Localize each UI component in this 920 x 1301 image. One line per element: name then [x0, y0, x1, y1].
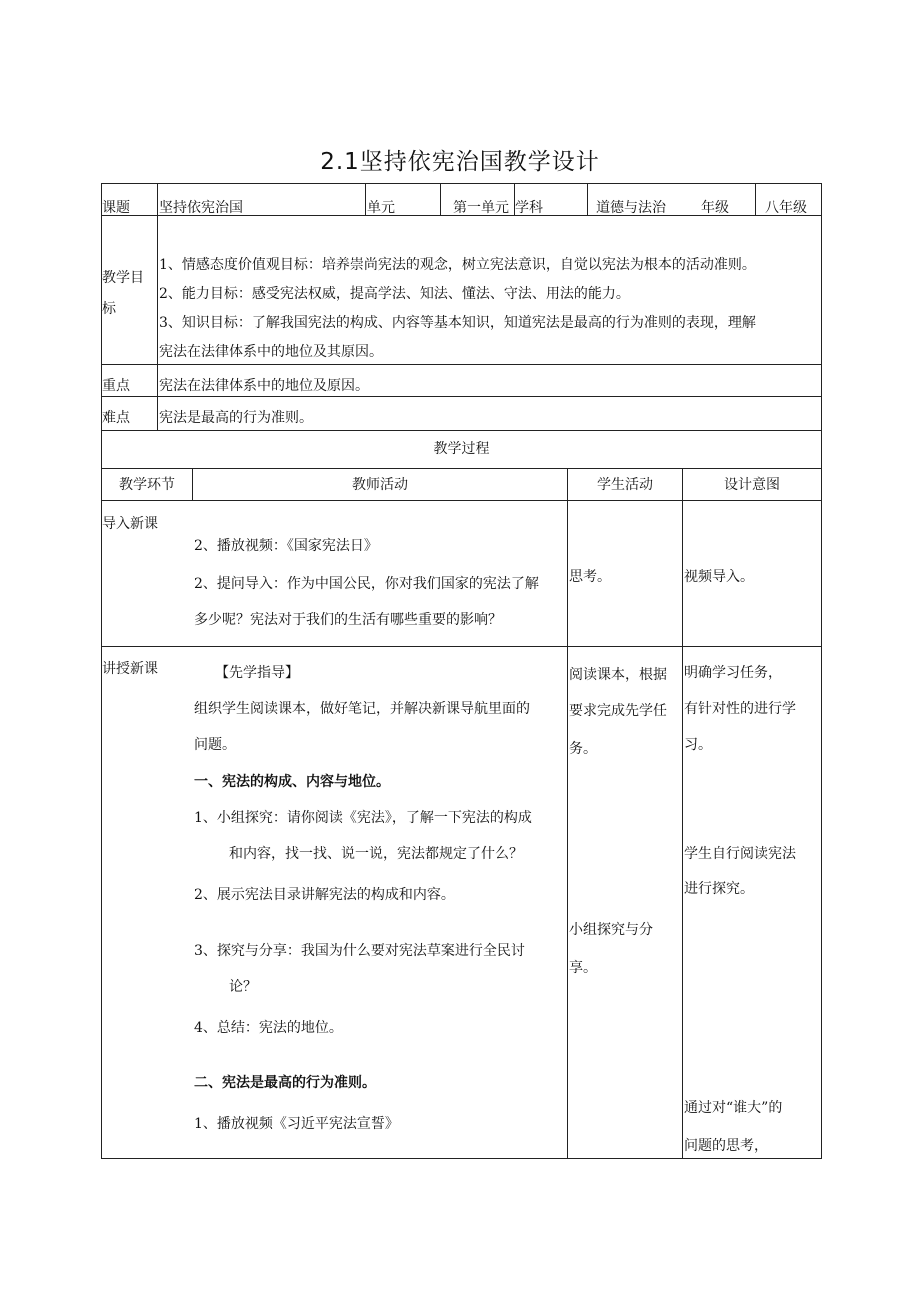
stage-label: 导入新课	[102, 516, 158, 532]
process-title: 教学过程	[433, 441, 490, 457]
section-heading: 一、宪法的构成、内容与地位。	[194, 774, 390, 790]
design-intent: 有针对性的进行学	[684, 701, 796, 717]
row-border	[102, 183, 821, 184]
objective-line: 3、知识目标：了解我国宪法的构成、内容等基本知识，知道宪法是最高的行为准则的表现，理解	[159, 315, 756, 331]
row-border	[102, 646, 821, 647]
teacher-activity: 论？	[229, 979, 257, 995]
subject-value: 道德与法治	[596, 200, 666, 216]
row-border	[102, 500, 821, 501]
course-value: 坚持依宪治国	[159, 200, 243, 216]
key-point-label: 重点	[102, 378, 130, 394]
col-border	[587, 183, 588, 215]
teacher-activity: 1、小组探究：请你阅读《宪法》，了解一下宪法的构成	[194, 810, 532, 826]
objective-line: 1、情感态度价值观目标：培养崇尚宪法的观念，树立宪法意识，自觉以宪法为根本的活动准则。	[159, 257, 756, 273]
teacher-activity: 多少呢？宪法对于我们的生活有哪些重要的影响？	[194, 612, 502, 628]
column-header: 设计意图	[724, 477, 780, 493]
difficulty-label: 难点	[102, 410, 130, 426]
teacher-activity: 问题。	[194, 737, 236, 753]
student-activity: 思考。	[569, 569, 611, 585]
objectives-label: 教学目	[102, 270, 144, 286]
column-header: 学生活动	[597, 477, 653, 493]
row-border	[102, 364, 821, 365]
teacher-activity: 和内容，找一找、说一说，宪法都规定了什么？	[229, 846, 523, 862]
design-intent: 视频导入。	[684, 569, 754, 585]
row-border	[102, 468, 821, 469]
stage-label: 讲授新课	[102, 661, 158, 677]
teacher-activity: 2、提问导入：作为中国公民，你对我们国家的宪法了解	[194, 576, 539, 592]
design-intent: 学生自行阅读宪法	[684, 846, 796, 862]
col-border	[157, 183, 158, 430]
student-activity: 务。	[569, 741, 597, 757]
teacher-activity: 组织学生阅读课本，做好笔记，并解决新课导航里面的	[194, 701, 530, 717]
unit-label: 单元	[367, 200, 395, 216]
objectives-label-cont: 标	[102, 301, 116, 317]
column-header: 教师活动	[352, 477, 408, 493]
teacher-activity: 【先学指导】	[215, 665, 299, 681]
lesson-plan-table	[101, 183, 822, 1159]
design-intent: 问题的思考，	[684, 1138, 768, 1154]
column-header: 教学环节	[119, 477, 175, 493]
col-border	[365, 183, 366, 215]
student-activity: 小组探究与分	[569, 922, 653, 938]
key-point-value: 宪法在法律体系中的地位及原因。	[159, 378, 369, 394]
row-border	[102, 430, 821, 431]
grade-label: 年级	[701, 200, 729, 216]
row-border	[102, 396, 821, 397]
design-intent: 明确学习任务，	[684, 665, 782, 681]
page-title: 2.1坚持依宪治国教学设计	[320, 149, 600, 175]
teacher-activity: 1、播放视频《习近平宪法宣誓》	[194, 1116, 399, 1132]
student-activity: 阅读课本，根据	[569, 667, 667, 683]
col-border	[440, 183, 441, 215]
col-border	[567, 468, 568, 1158]
design-intent: 进行探究。	[684, 881, 754, 897]
course-label: 课题	[102, 200, 130, 216]
difficulty-value: 宪法是最高的行为准则。	[159, 410, 313, 426]
design-intent: 通过对“谁大”的	[684, 1100, 783, 1116]
teacher-activity: 2、播放视频：《国家宪法日》	[194, 538, 378, 554]
teacher-activity: 4、总结：宪法的地位。	[194, 1020, 343, 1036]
col-border	[682, 468, 683, 1158]
student-activity: 享。	[569, 960, 597, 976]
section-heading: 二、宪法是最高的行为准则。	[194, 1075, 376, 1091]
unit-value: 第一单元	[453, 200, 509, 216]
objective-line: 2、能力目标：感受宪法权威，提高学法、知法、懂法、守法、用法的能力。	[159, 286, 630, 302]
student-activity: 要求完成先学任	[569, 703, 667, 719]
objective-line: 宪法在法律体系中的地位及其原因。	[159, 344, 383, 360]
design-intent: 习。	[684, 737, 712, 753]
teacher-activity: 3、探究与分享：我国为什么要对宪法草案进行全民讨	[194, 943, 525, 959]
teacher-activity: 2、展示宪法目录讲解宪法的构成和内容。	[194, 887, 455, 903]
grade-value: 八年级	[765, 200, 807, 216]
col-border	[755, 183, 756, 215]
subject-label: 学科	[515, 200, 543, 216]
